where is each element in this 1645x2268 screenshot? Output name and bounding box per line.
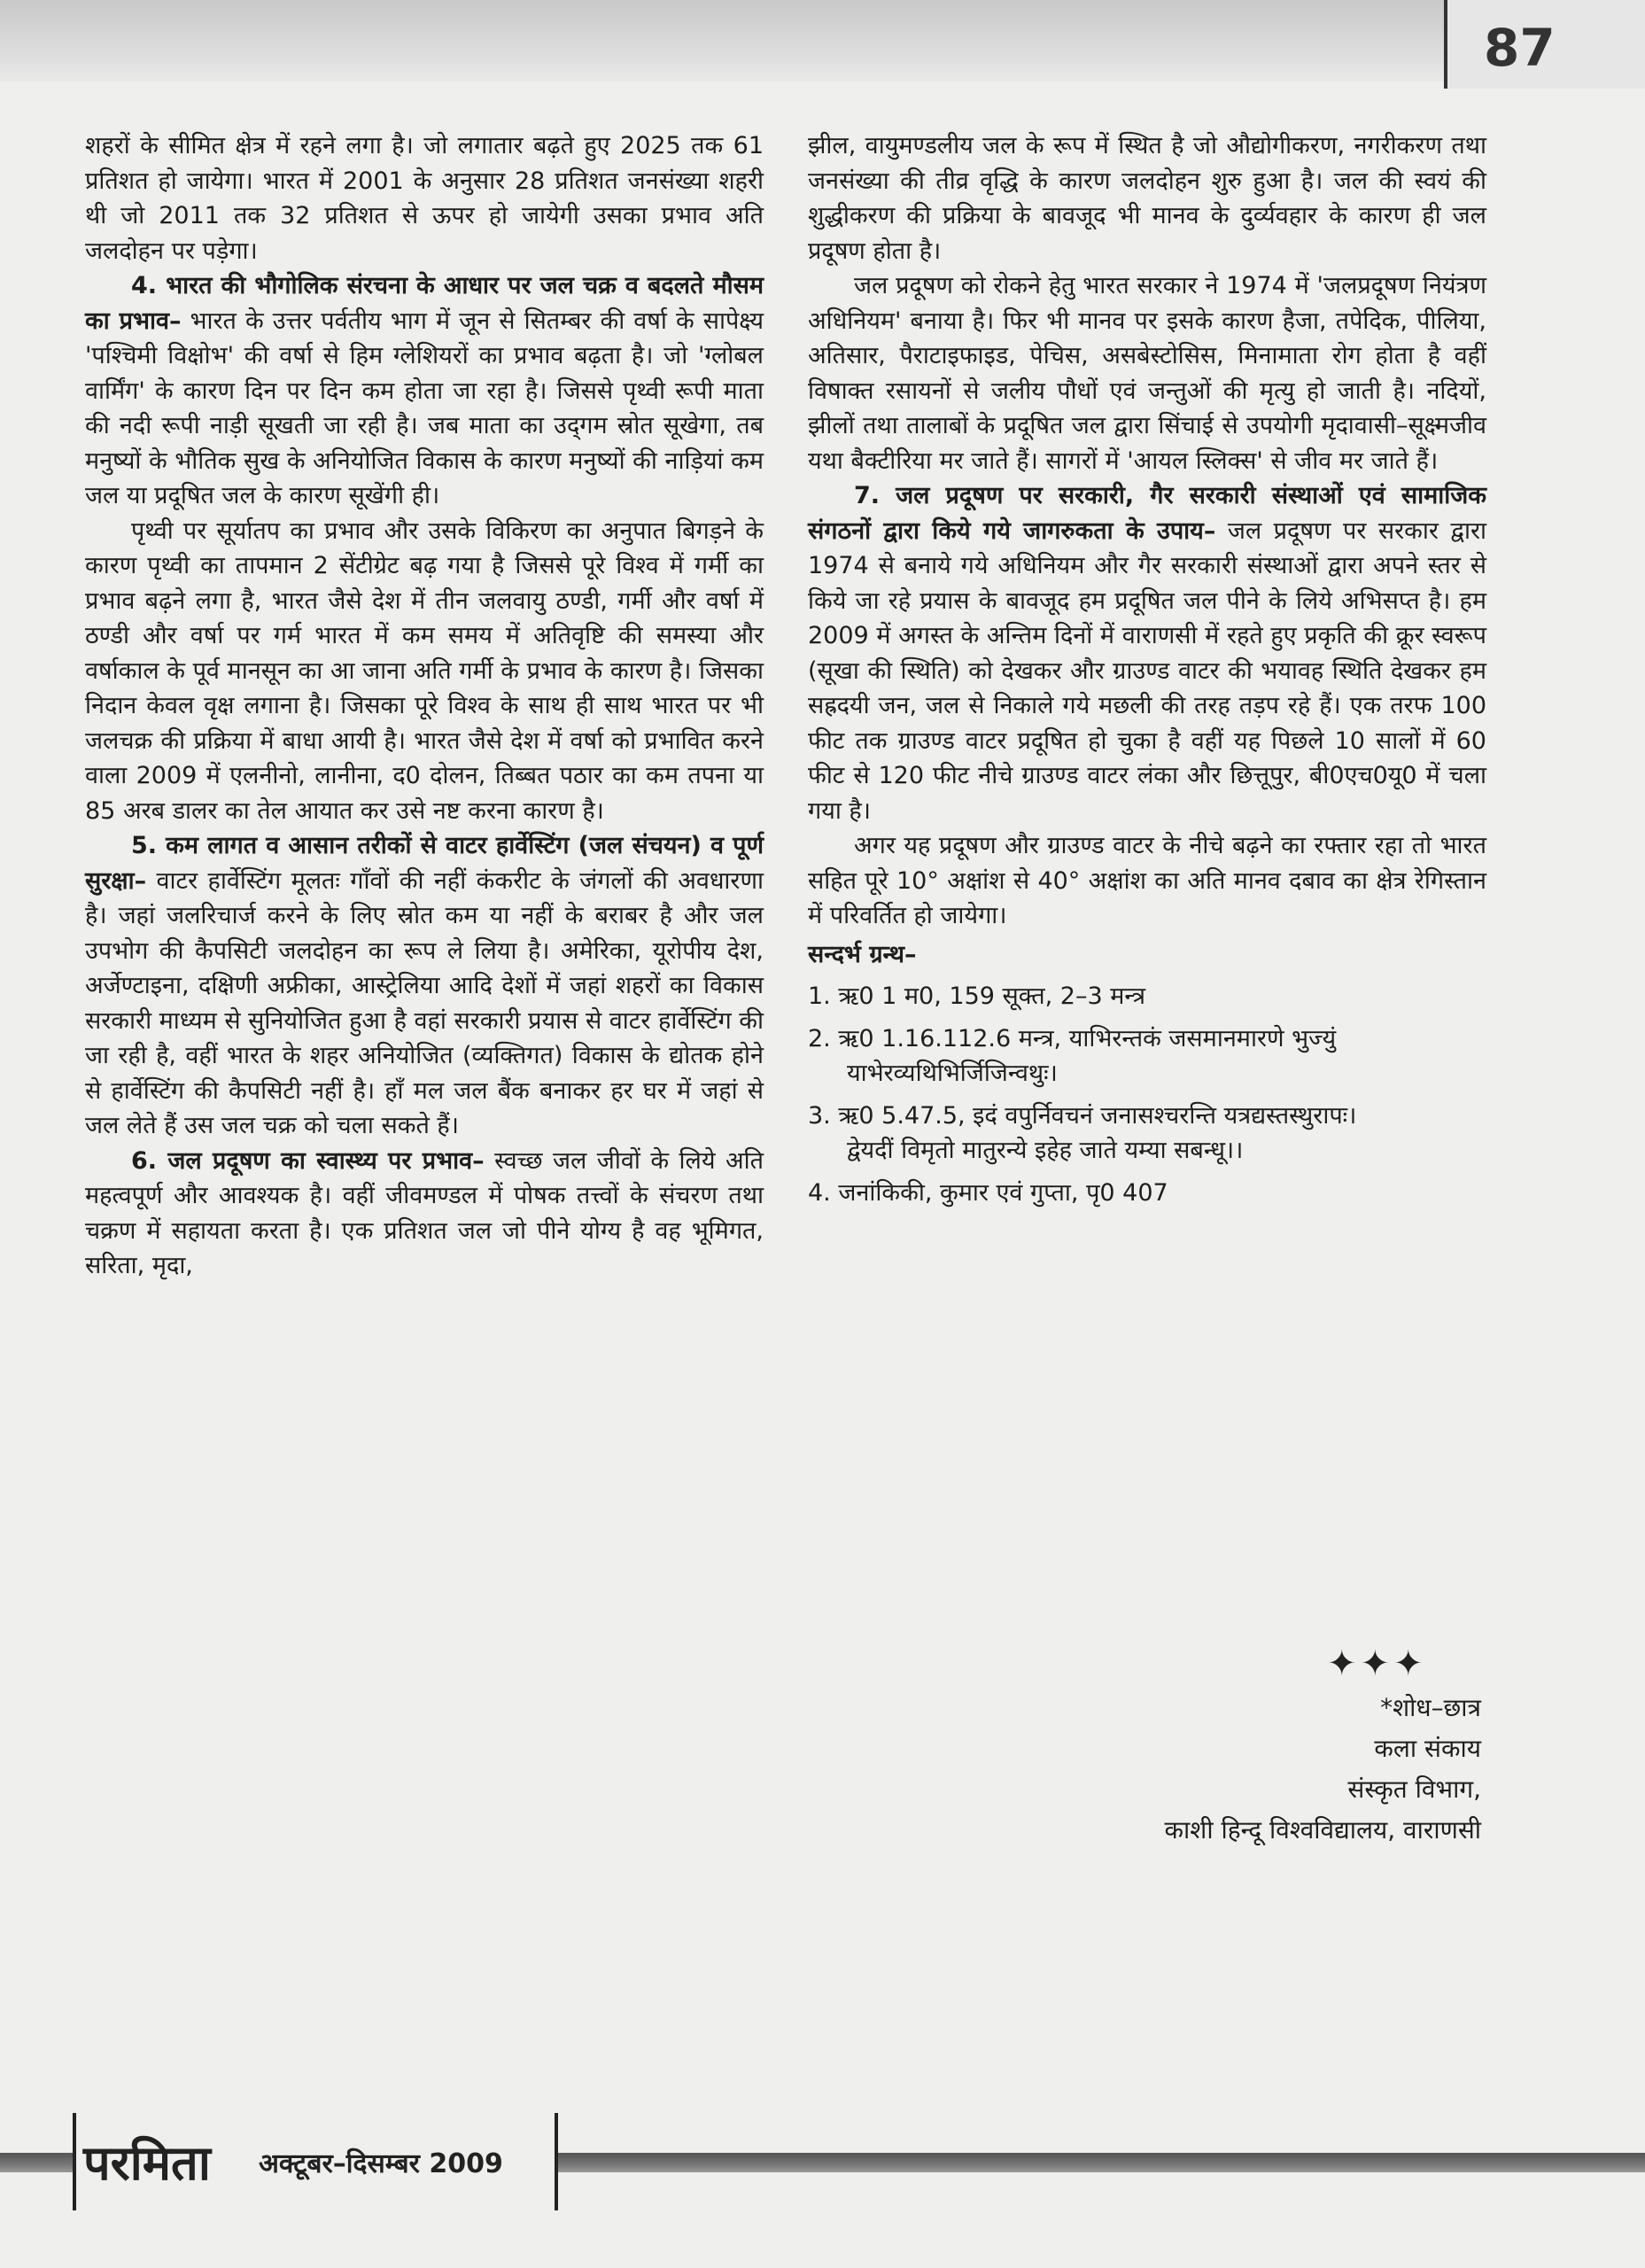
section-4-heading: 4. भारत की भौगोलिक संरचना के आधार पर जल चक्र व बदलते मौसम का प्रभाव– <box>85 272 764 335</box>
section-4-text: भारत के उत्तर पर्वतीय भाग में जून से सितम्बर की वर्षा के सापेक्ष्य 'पश्चिमी विक्षोभ' की वर्षा से हिम ग्लेशियरों का प्रभाव बढ़ता है। जो 'ग्लोबल वार्मिंग' के कारण दिन पर दिन कम होता जा रहा है। जिससे पृथ्वी रूपी माता की नदी रूपी नाड़ी सूखती जा रही है। जब माता का उद्‌गम स्रोत सूखेगा, तब मनुष्यों के भौतिक सुख के अनियोजित विकास के कारण मनुष्यों की नाड़ियां कम जल या प्रदूषित जल के कारण सूखेंगी ही। <box>85 307 764 509</box>
right-paragraph-1: झील, वायुमण्डलीय जल के रूप में स्थित है जो औद्योगीकरण, नगरीकरण तथा जनसंख्या की तीव्र वृद्धि के कारण जलदोहन शुरु हुआ है। जल की स्वयं की शुद्धीकरण की प्रक्रिया के बावजूद भी मानव के दुर्व्यवहार के कारण ही जल प्रदूषण होता है। <box>808 132 1486 265</box>
sun-paragraph: पृथ्वी पर सूर्यातप का प्रभाव और उसके विकिरण का अनुपात बिगड़ने के कारण पृथ्वी का तापमान 2 सेंटीग्रेट बढ़ गया है जिससे पूरे विश्व में गर्मी का प्रभाव बढ़ने लगा है, भारत जैसे देश में तीन जलवायु ठण्डी, गर्मी और वर्षा में ठण्डी और वर्षा पर गर्म भारत में कम समय में अतिवृष्टि की समस्या और वर्षाकाल के पूर्व मानसून का आ जाना अति गर्मी के प्रभाव के कारण है। जिसका निदान केवल वृक्ष लगाना है। जिसका पूरे विश्व के साथ ही साथ भारत पर भी जलचक्र की प्रक्रिया में बाधा आयी है। भारत जैसे देश में वर्षा को प्रभावित करने वाला 2009 में एलनीनो, लानीना, द0 दोलन, तिब्बत पठार का कम तपना या 85 अरब डालर का तेल आयात कर उसे नष्ट करना कारण है। <box>85 517 764 825</box>
reference-3-line-2: द्वेयदीं विमृतो मातुरन्ये इहेह जाते यम्या सबन्धू।। <box>847 1137 1244 1164</box>
reference-2-line-1: 2. ऋ0 1.16.112.6 मन्त्र, याभिरन्तकं जसमानमारणे भुज्युं <box>808 1024 1337 1052</box>
issue-label: अक्टूबर–दिसम्बर 2009 <box>259 2148 503 2179</box>
references-title: सन्दर्भ ग्रन्थ– <box>808 940 917 968</box>
ornament-stars: ✦✦✦ <box>1327 1643 1427 1684</box>
section-4 <box>85 268 764 514</box>
header-band <box>0 0 1444 82</box>
section-5-heading: 5. कम लागत व आसान तरीकों से वाटर हार्वेस्टिंग (जल संचयन) व पूर्ण सुरक्षा– <box>85 832 764 895</box>
page-number: 87 <box>1484 18 1556 78</box>
section-7-text: जल प्रदूषण पर सरकार द्वारा 1974 से बनाये गये अधिनियम और गैर सरकारी संस्थाओं द्वारा अपने स्तर से किये जा रहे प्रयास के बावजूद हम प्रदूषित जल पीने के लिये अभिसप्त है। हम 2009 में अगस्त के अन्तिम दिनों में वाराणसी में रहते हुए प्रकृति की क्रूर स्वरूप (सूखा की स्थिति) को देखकर और ग्राउण्ड वाटर की भयावह स्थिति देखकर हम सह्रदयी जन, जल से निकाले गये मछली की तरह तड़प रहे हैं। एक तरफ 100 फीट तक ग्राउण्ड वाटर प्रदूषित हो चुका है वहीं यह पिछले 10 सालों में 60 फीट से 120 फीट नीचे ग्राउण्ड वाटर लंका और छित्तूपुर, बी0एच0यू0 में चला गया है। <box>808 517 1486 825</box>
right-paragraph-2: जल प्रदूषण को रोकने हेतु भारत सरकार ने 1974 में 'जलप्रदूषण नियंत्रण अधिनियम' बनाया है। फिर भी मानव पर इसके कारण हैजा, तपेदिक, पीलिया, अतिसार, पैराटाइफाइड, पेचिस, असबेस्टोसिस, मिनामाता रोग होता है वहीं विषाक्त रसायनों से जलीय पौधों एवं जन्तुओं की मृत्यु हो जाती है। नदियों, झीलों तथा तालाबों के प्रदूषित जल द्वारा सिंचाई से उपयोगी मृदावासी–सूक्ष्मजीव यथा बैक्टीरिया मर जाते हैं। सागरों में 'आयल स्लिक्स' से जीव मर जाते हैं। <box>808 272 1486 475</box>
left-column <box>85 128 764 1284</box>
reference-2-line-2: याभेरव्यथिभिर्जिजिन्वथुः। <box>847 1060 1058 1087</box>
reference-2 <box>808 1021 1486 1091</box>
right-column <box>808 128 1486 1210</box>
signature-university: काशी हिन्दू विश्वविद्यालय, वाराणसी <box>1164 1815 1481 1845</box>
reference-1: 1. ऋ0 1 म0, 159 सूक्त, 2–3 मन्त्र <box>808 983 1146 1010</box>
journal-name: परमिता <box>83 2135 211 2191</box>
right-paragraph-last: अगर यह प्रदूषण और ग्राउण्ड वाटर के नीचे बढ़ने का रफ्तार रहा तो भारत सहित पूरे 10° अक्षांश से 40° अक्षांश का अति मानव दबाव का क्षेत्र रेगिस्तान में परिवर्तित हो जायेगा। <box>808 832 1486 929</box>
signature-department: संस्कृत विभाग, <box>1347 1775 1481 1804</box>
section-6-text: स्वच्छ जल जीवों के लिये अति महत्वपूर्ण और आवश्यक है। वहीं जीवमण्डल में पोषक तत्त्वों के संचरण तथा चक्रण में सहायता करता है। एक प्रतिशत जल जो पीने योग्य है वह भूमिगत, सरिता, मृदा, <box>85 1146 764 1279</box>
signature-role: *शोध–छात्र <box>1380 1693 1481 1722</box>
section-7-heading: 7. जल प्रदूषण पर सरकारी, गैर सरकारी संस्थाओं एवं सामाजिक संगठनों द्वारा किये गये जागरुकता के उपाय– <box>808 482 1486 545</box>
section-5-text: वाटर हार्वेस्टिंग मूलतः गाँवों की नहीं कंकरीट के जंगलों की अवधारणा है। जहां जलरिचार्ज करने के लिए स्रोत कम या नहीं के बराबर है और जल उपभोग की कैपसिटी जलदोहन का रूप ले लिया है। अमेरिका, यूरोपीय देश, अर्जेण्टाइना, दक्षिणी अफ्रीका, आस्ट्रेलिया आदि देशों में जहां शहरों का विकास सरकारी माध्यम से सुनियोजित हुआ है वहां सरकारी प्रयास से वाटर हार्वेस्टिंग की जा रही है, वहीं भारत के शहर अनियोजित (व्यक्तिगत) विकास के द्योतक होने से हार्वेस्टिंग की कैपसिटी नहीं है। हाँ मल जल बैंक बनाकर हर घर में जहां से जल लेते हैं उस जल चक्र को चला सकते हैं। <box>85 866 764 1139</box>
section-6-heading: 6. जल प्रदूषण का स्वास्थ्य पर प्रभाव– <box>131 1146 485 1175</box>
reference-3 <box>808 1099 1486 1169</box>
reference-3-line-1: 3. ऋ0 5.47.5, इदं वपुर्निवचनं जनासश्चरन्ति यत्रद्यस्तस्थुरापः। <box>808 1101 1357 1130</box>
left-paragraph-1: शहरों के सीमित क्षेत्र में रहने लगा है। जो लगातार बढ़ते हुए 2025 तक 61 प्रतिशत हो जायेगा। भारत में 2001 के अनुसार 28 प्रतिशत जनसंख्या शहरी थी जो 2011 तक 32 प्रतिशत से ऊपर हो जायेगी उसका प्रभाव अति जलदोहन पर पड़ेगा। <box>85 132 764 265</box>
reference-4: 4. जनांकिकी, कुमार एवं गुप्ता, पृ0 407 <box>808 1178 1168 1207</box>
author-signature <box>1165 1688 1481 1851</box>
section-6 <box>85 1144 764 1284</box>
section-5 <box>85 828 764 1144</box>
section-7 <box>808 478 1486 828</box>
signature-faculty: कला संकाय <box>1374 1734 1481 1763</box>
